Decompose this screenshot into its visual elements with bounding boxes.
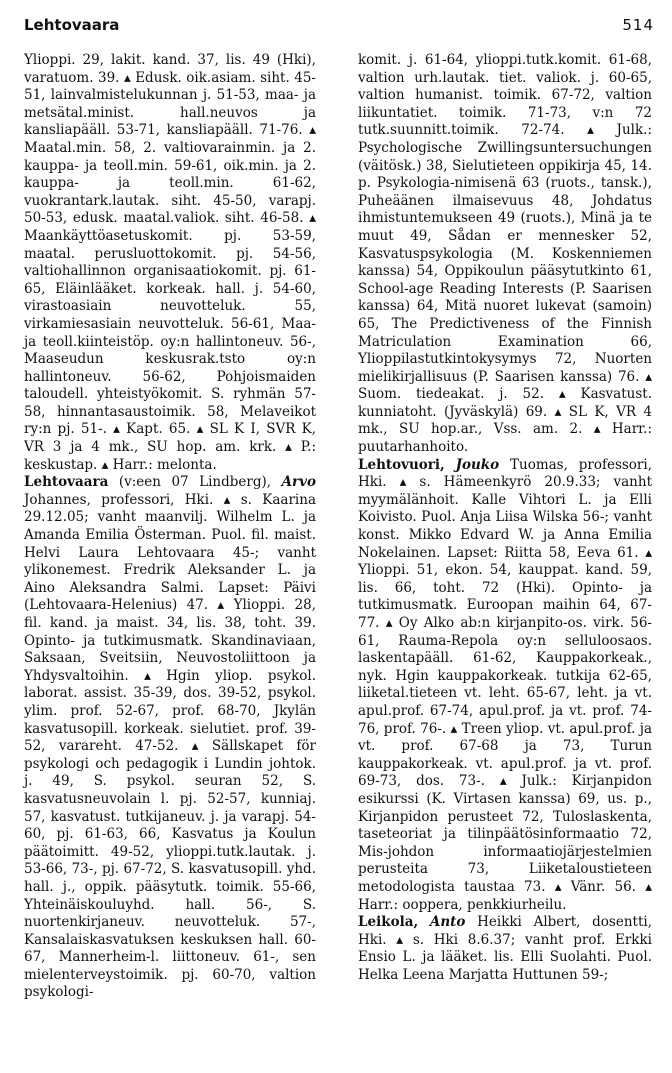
entry-text: Heikki Albert, dosentti, Hki. ▴ s. Hki 8.6.37; vanht prof. Erkki Ensio L. ja lääket. lis. Elli Suolahti. Puol. Helka Leena Marjatta Huttunen 59-;: [358, 914, 653, 983]
biography-entry: [358, 457, 652, 914]
entry-surname: Leikola,: [358, 914, 419, 931]
entry-continuation: Ylioppi. 29, lakit. kand. 37, lis. 49 (Hki), varatuom. 39. ▴ Edusk. oik.asiam. siht. 45-51, lainvalmistelukunnan j. 51-53, maa- ja metsätal.minist. hall.neuvos ja kansliapääll. 53-71, kansliapääll. 71-76. ▴ Maatal.min. 58, 2. valtiovarainmin. ja 2. kauppa- ja teoll.min. 59-61, oik.min. ja 2. kauppa- ja teoll.min. 61-62, vuokrantark.lautak. siht. 45-50, varapj. 50-53, edusk. maatal.valiok. siht. 46-58. ▴ Maankäyttöasetuskomit. pj. 53-59, maatal. perusluottokomit. pj. 54-56, valtiohallinnon organisaatiokomit. pj. 61-65, Eläinlääket. korkeak. hall. j. 54-60, virastoasiain neuvotteluk. 55, virkamiesasiain neuvotteluk. 56-61, Maa- ja teoll.kiinteistöp. oy:n hallintoneuv. 56-, Maaseudun keskusrak.tsto oy:n hallintoneuv. 56-62, Pohjoismaiden taloudell. yhteistyökomit. S. ryhmän 57-58, hinnantasaustoimik. 58, Melaveikot ry:n pj. 51-. ▴ Kapt. 65. ▴ SL K I, SVR K, VR 3 ja 4 mk., SU hop. am. krk. ▴ P.: keskustap. ▴ Harr.: melonta.: [24, 52, 316, 473]
left-column: [24, 52, 316, 1002]
biography-entry: [24, 474, 316, 1002]
entry-former-name: (v:een 07 Lindberg),: [108, 474, 282, 491]
entry-first-name: Jouko: [455, 456, 500, 473]
running-head: Lehtovaara: [24, 16, 120, 34]
right-column: [358, 52, 652, 984]
entry-first-name: Anto: [429, 914, 466, 931]
biography-entry: [358, 914, 652, 984]
entry-surname: Lehtovuori,: [358, 456, 445, 473]
page-header: [24, 16, 654, 40]
entry-surname: Lehtovaara: [24, 474, 109, 491]
entry-first-name: Arvo: [281, 474, 316, 491]
entry-text: Tuomas, professori, Hki. ▴ s. Hämeenkyrö 20.9.33; vanht myymälänhoit. Kalle Vihtori L. ja Elli Koivisto. Puol. Anja Liisa Wilska 56-; vanht konst. Mikko Edvard W. ja Anna Emilia Nokelainen. Lapset: Riitta 58, Eeva 61. ▴ Ylioppi. 51, ekon. 54, kauppat. kand. 59, lis. 66, toht. 72 (Hki). Opinto- ja tutkimusmatk. Euroopan maihin 64, 67-77. ▴ Oy Alko ab:n kirjanpito-os. virk. 56-61, Rauma-Repola oy:n selluloosaos. laskentapääll. 61-62, Kauppakorkeak., nyk. Hgin kauppakorkeak. tutkija 62-65, liiketal.tieteen vt. leht. 65-67, leht. ja vt. apul.prof. 67-74, apul.prof. ja vt. prof. 74-76, prof. 76-. ▴ Treen yliop. vt. apul.prof. ja vt. prof. 67-68 ja 73, Turun kauppakorkeak. vt. apul.prof. ja vt. prof. 69-73, dos. 73-. ▴ Julk.: Kirjanpidon esikurssi (K. Virtasen kanssa) 69, us. p., Kirjanpidon perusteet 72, Tuloslaskenta, taseteoriat ja tilinpäätösinformaatio 72, Mis-johdon informaatiojärjestelmien perusteita 73, Liiketaloustieteen metodologista taustaa 73. ▴ Vänr. 56. ▴ Harr.: ooppera, penkkiurheilu.: [358, 456, 652, 913]
entry-continuation: komit. j. 61-64, ylioppi.tutk.komit. 61-68, valtion urh.lautak. tiet. valiok. j. 60-65, valtion humanist. toimik. 67-72, valtion liikuntatiet. toimik. 71-73, v:n 72 tutk.suunnitt.toimik. 72-74. ▴ Julk.: Psychologische Zwillingsuntersuchungen (väitösk.) 38, Sielutieteen oppikirja 45, 14. p. Psykologia-nimisenä 63 (ruots., tansk.), Puheäänen ilmaisevuus 48, Johdatus ihmistuntemukseen 49 (ruots.), Minä ja te muut 49, Sådan er mennesker 52, Kasvatuspsykologia (M. Koskenniemen kanssa) 54, Oppikoulun pääsytutkinto 61, School-age Reading Interests (P. Saarisen kanssa) 64, Mitä nuoret lukevat (samoin) 65, The Predictiveness of the Finnish Matriculation Examination 66, Ylioppilastutkintokysymys 72, Nuorten mielikirjallisuus (P. Saarisen kanssa) 76. ▴ Suom. tiedeakat. j. 52. ▴ Kasvatust. kunniatoht. (Jyväskylä) 69. ▴ SL K, VR 4 mk., SU hop.ar., Vss. am. 2. ▴ Harr.: puutarhanhoito.: [358, 52, 652, 456]
page-number: 514: [622, 16, 654, 34]
entry-text: Johannes, professori, Hki. ▴ s. Kaarina 29.12.05; vanht maanvilj. Wilhelm L. ja Amanda Emilia Österman. Puol. fil. maist. Helvi Laura Lehtovaara 45-; vanht ylikonemest. Fredrik Aleksander L. ja Aino Aleksandra Salmi. Lapset: Päivi (Lehtovaara-Helenius) 47. ▴ Ylioppi. 28, fil. kand. ja maist. 34, lis. 38, toht. 39. Opinto- ja tutkimusmatk. Skandinaviaan, Saksaan, Sveitsiin, Neuvostoliittoon ja Yhdysvaltoihin. ▴ Hgin yliop. psykol. laborat. assist. 35-39, dos. 39-52, psykol. ylim. prof. 52-67, prof. 68-70, Jkylän kasvatusopill. korkeak. sielutiet. prof. 39-52, varareht. 47-52. ▴ Sällskapet för psykologi och pedagogik i Lundin johtok. j. 49, S. psykol. seuran 52, S. kasvatusneuvolain l. pj. 52-57, kunniaj. 57, kasvatust. tutkijaneuv. j. ja varapj. 54-60, pj. 61-63, 66, Kasvatus ja Koulun päätoimitt. 49-52, ylioppi.tutk.lautak. j. 53-66, 73-, pj. 67-72, S. kasvatusopill. yhd. hall. j., oppik. pääsytutk. toimik. 55-66, Yhteinäiskouluyhd. hall. 56-, S. nuortenkirjaneuv. neuvotteluk. 57-, Kansalaiskasvatuksen keskuksen hall. 60-67, Mannerheim-l. liittoneuv. 61-, sen mielenterveystoimik. pj. 60-70, valtion psykologi-: [24, 491, 316, 1001]
